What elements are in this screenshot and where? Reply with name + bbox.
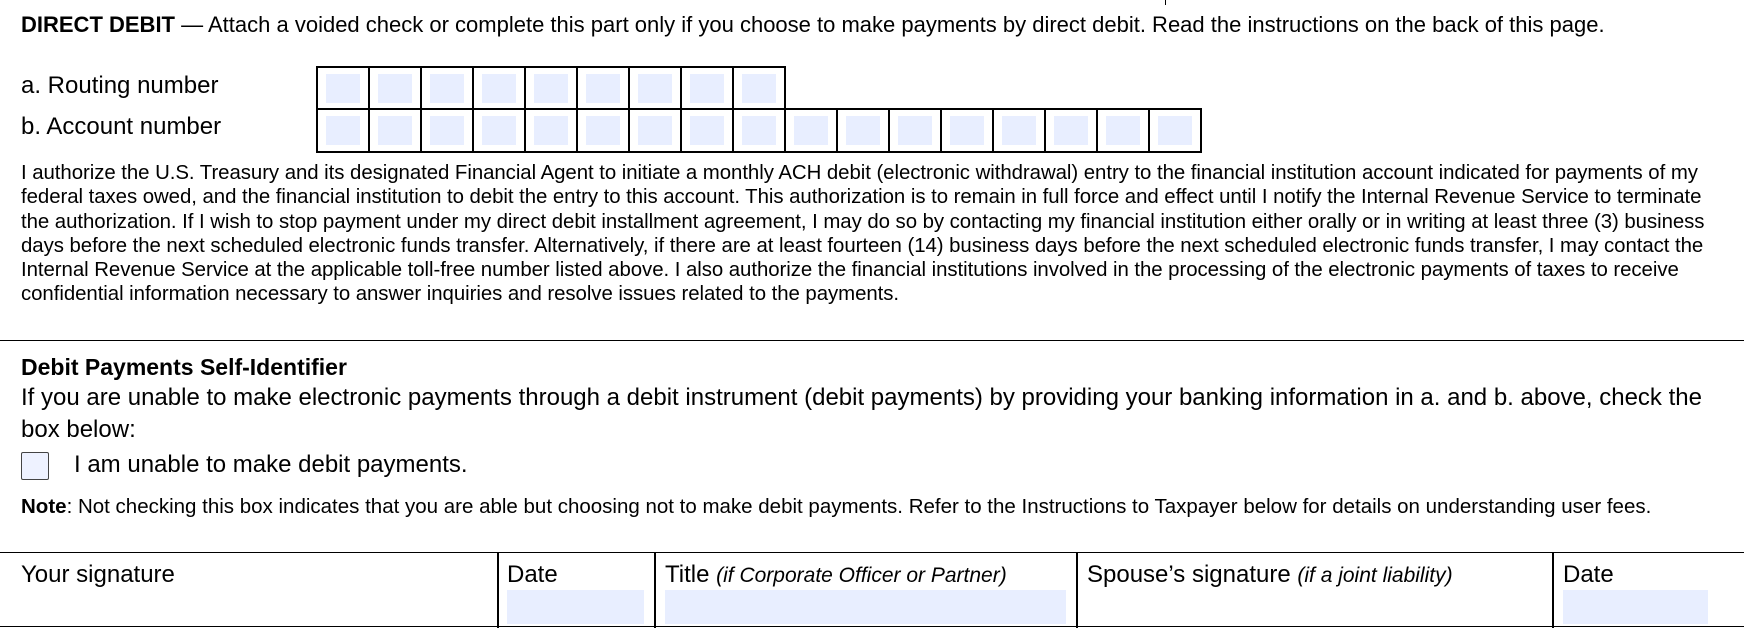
spouse-signature-label [1087,560,1453,591]
account-number-digit-box[interactable] [526,110,578,151]
account-number-digit-box[interactable] [1046,110,1098,151]
signature-row-bottom-border [0,626,1744,627]
signature-divider [654,552,656,628]
title-label [665,560,1007,591]
account-number-digit-box[interactable] [630,110,682,151]
unable-debit-checkbox[interactable] [21,452,49,480]
account-number-digit-fill [690,116,724,145]
account-number-digit-box[interactable] [734,110,786,151]
account-number-digit-fill [1158,116,1192,145]
spouse-signature-label-text: Spouse’s signature [1087,561,1291,588]
routing-number-digit-box[interactable] [370,68,422,109]
routing-number-digit-fill [742,74,776,103]
signature-row-top-border [0,552,1744,553]
account-number-label: b. Account number [21,113,222,140]
note-body: : Not checking this box indicates that you are able but choosing not to make debit payments. Refer to the Instructions to Taxpayer below for details on understanding user fees. [66,495,1652,518]
account-number-digit-box[interactable] [890,110,942,151]
routing-number-digit-box[interactable] [422,68,474,109]
account-number-digit-fill [846,116,880,145]
date-label: Date [507,561,558,588]
spouse-date-label: Date [1563,561,1614,588]
account-number-digit-fill [586,116,620,145]
routing-number-field[interactable] [316,66,786,111]
account-number-digit-fill [1054,116,1088,145]
note-label: Note [21,495,67,518]
routing-number-digit-fill [586,74,620,103]
routing-number-digit-fill [482,74,516,103]
account-number-digit-box[interactable] [994,110,1046,151]
signature-divider [1076,552,1078,628]
account-number-digit-fill [638,116,672,145]
account-number-digit-box[interactable] [578,110,630,151]
top-divider-tick [1165,0,1166,5]
self-identifier-text: If you are unable to make electronic payments through a debit instrument (debit payments) by providing your banking information in a. and b. above, check the box below: [21,384,1702,443]
routing-number-digit-box[interactable] [474,68,526,109]
routing-number-digit-box[interactable] [526,68,578,109]
spouse-signature-hint: (if a joint liability) [1297,564,1453,587]
account-number-digit-fill [534,116,568,145]
routing-number-digit-fill [378,74,412,103]
title-label-text: Title [665,561,710,588]
routing-number-digit-box[interactable] [318,68,370,109]
account-number-digit-box[interactable] [838,110,890,151]
direct-debit-title: DIRECT DEBIT [21,12,175,37]
account-number-digit-box[interactable] [1150,110,1202,151]
your-signature-label: Your signature [21,561,175,588]
routing-number-digit-box[interactable] [578,68,630,109]
account-number-digit-fill [482,116,516,145]
account-number-digit-box[interactable] [370,110,422,151]
authorization-text: I authorize the U.S. Treasury and its designated Financial Agent to initiate a monthly ACH debit (electronic withdrawal) entry to the financial institution account indicated for payments of my federal taxes owed, and the financial institution to debit the entry to this account. This authorization is to remain in full force and effect until I notify the Internal Revenue Service to terminate the authorization. If I wish to stop payment under my direct debit installment agreement, I may do so by contacting my financial institution either orally or in writing at least three (3) business days before the next scheduled electronic funds transfer. Alternatively, if there are at least fourteen (14) business days before the next scheduled electronic funds transfer, I may contact the Internal Revenue Service at the applicable toll-free number listed above. I also authorize the financial institutions involved in the processing of the electronic payments of taxes to receive confidential information necessary to answer inquiries and resolve issues related to the payments. [21,162,1705,306]
account-number-digit-box[interactable] [474,110,526,151]
title-field[interactable] [665,590,1066,624]
account-number-digit-box[interactable] [1098,110,1150,151]
signature-divider [1552,552,1554,628]
direct-debit-instructions: — Attach a voided check or complete this part only if you choose to make payments by direct debit. Read the instructions on the back of this page. [175,12,1605,37]
date-field[interactable] [507,590,644,624]
account-number-digit-fill [1002,116,1036,145]
account-number-digit-box[interactable] [422,110,474,151]
account-number-digit-fill [950,116,984,145]
title-hint: (if Corporate Officer or Partner) [716,564,1007,587]
account-number-digit-fill [326,116,360,145]
routing-number-digit-fill [534,74,568,103]
routing-number-digit-box[interactable] [682,68,734,109]
account-number-digit-fill [378,116,412,145]
unable-debit-checkbox-label: I am unable to make debit payments. [74,451,468,478]
routing-number-digit-fill [690,74,724,103]
note-text [21,493,1731,520]
account-number-digit-fill [430,116,464,145]
account-number-digit-fill [898,116,932,145]
account-number-digit-fill [794,116,828,145]
routing-number-digit-fill [430,74,464,103]
routing-number-digit-box[interactable] [630,68,682,109]
account-number-digit-box[interactable] [786,110,838,151]
direct-debit-heading [21,10,1721,39]
account-number-field[interactable] [316,108,1202,153]
account-number-digit-box[interactable] [942,110,994,151]
signature-divider [497,552,499,628]
account-number-digit-box[interactable] [682,110,734,151]
self-identifier-title: Debit Payments Self-Identifier [21,354,347,380]
routing-number-digit-fill [326,74,360,103]
section-divider [0,340,1744,341]
routing-number-digit-box[interactable] [734,68,786,109]
spouse-date-field[interactable] [1563,590,1708,624]
account-number-digit-fill [742,116,776,145]
account-number-digit-fill [1106,116,1140,145]
routing-number-label: a. Routing number [21,72,219,99]
routing-number-digit-fill [638,74,672,103]
account-number-digit-box[interactable] [318,110,370,151]
